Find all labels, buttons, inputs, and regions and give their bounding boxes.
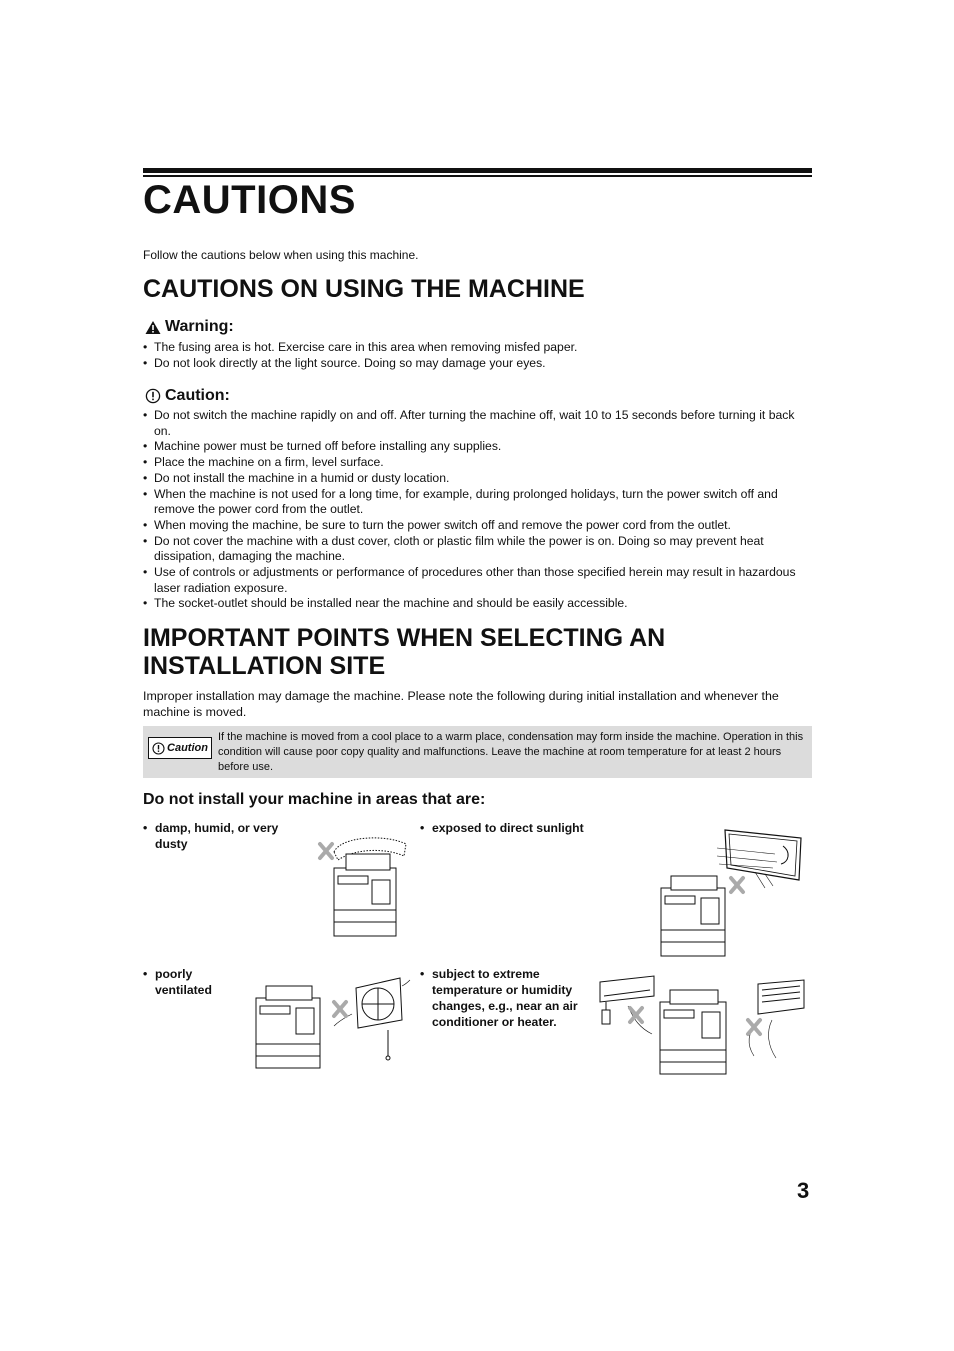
warning-triangle-icon [145,320,161,335]
list-item: • The socket-outlet should be installed near the machine and should be easily accessible. [143,596,812,612]
section-heading-installation-site [143,624,665,680]
caution-badge-label: Caution [167,742,208,754]
caution-notice-text: If the machine is moved from a cool place to a warm place, condensation may form inside the machine. Operation in this condition will cause poor copy quality and malfunctions. Leave the machine at room temperature for at least 2 hours before use. [218,731,804,773]
list-item: • When the machine is not used for a long time, for example, during prolonged holidays, turn the power switch off and remove the power cord from the outlet. [143,487,812,518]
title-rule-thin [143,175,812,177]
section-heading-using-machine: CAUTIONS ON USING THE MACHINE [143,275,585,303]
list-item: • When moving the machine, be sure to turn the power switch off and remove the power cord from the outlet. [143,518,812,534]
site-item-damp: • damp, humid, or very dusty [143,820,305,852]
list-item: • Do not cover the machine with a dust cover, cloth or plastic film while the power is on. Doing so may prevent heat dissipation, damaging the machine. [143,534,812,565]
site-item-temperature: • subject to extreme temperature or humidity changes, e.g., near an air conditioner or heater. [420,966,582,1030]
copier-damp-dusty-illustration [316,830,412,938]
section-heading-line1: IMPORTANT POINTS WHEN SELECTING AN [143,624,666,652]
list-item: • The fusing area is hot. Exercise care in this area when removing misfed paper. [143,340,812,356]
installation-intro: Improper installation may damage the machine. Please note the following during initial installation and whenever the machine is moved. [143,689,779,719]
site-item-sunlight: • exposed to direct sunlight [420,820,612,836]
copier-poorly-ventilated-illustration [252,974,412,1070]
caution-heading [145,387,230,405]
list-item: • Place the machine on a firm, level surface. [143,455,812,471]
site-item-ventilated: • poorly ventilated [143,966,225,998]
caution-notice-box [143,726,812,778]
list-item: • Do not look directly at the light source. Doing so may damage your eyes. [143,356,812,372]
title-rule-thick [143,168,812,173]
page-title: CAUTIONS [143,178,356,222]
list-item: • Use of controls or adjustments or performance of procedures other than those specified herein may result in hazardous laser radiation exposure. [143,565,812,596]
section-heading-line2: INSTALLATION SITE [143,652,386,680]
list-item: • Machine power must be turned off before installing any supplies. [143,439,812,455]
page-intro: Follow the cautions below when using this machine. [143,248,419,262]
copier-sunlight-illustration [655,828,805,958]
caution-badge [148,737,212,759]
list-item: • Do not install the machine in a humid or dusty location. [143,471,812,487]
exclamation-circle-icon [145,388,161,404]
warning-label: Warning: [165,318,234,335]
do-not-install-heading: Do not install your machine in areas that are: [143,791,486,808]
caution-label: Caution: [165,387,230,404]
exclamation-circle-icon [152,742,165,755]
warning-heading [145,318,234,336]
list-item: • Do not switch the machine rapidly on and off. After turning the machine off, wait 10 to 15 seconds before turning it back on. [143,408,812,439]
copier-temperature-changes-illustration [598,972,808,1076]
caution-list [143,408,812,612]
warning-list [143,340,812,371]
page-number: 3 [797,1178,810,1203]
